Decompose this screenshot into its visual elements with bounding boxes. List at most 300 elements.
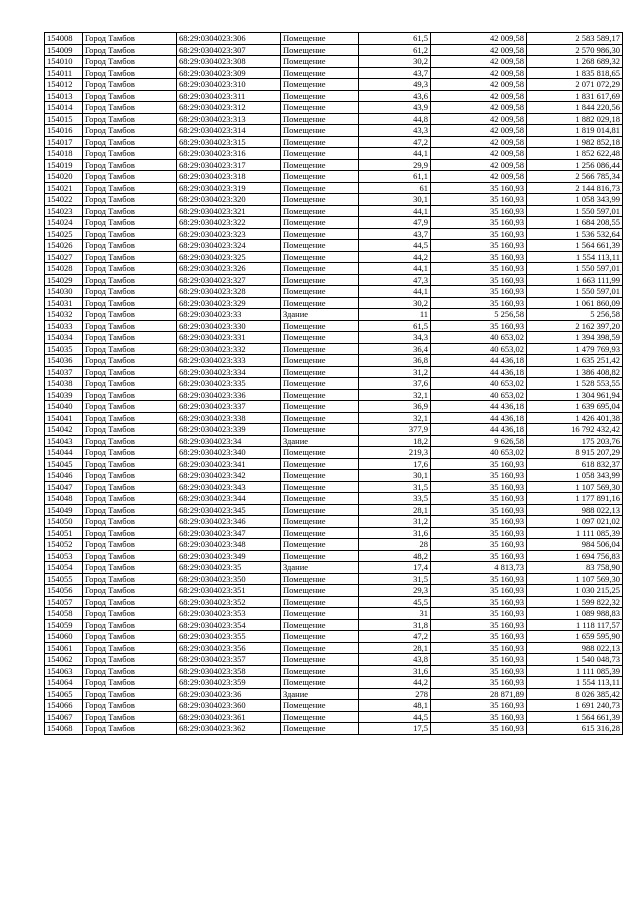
object-id-cell: 154012 [45, 79, 83, 91]
table-row [45, 700, 623, 712]
table-row [45, 642, 623, 654]
cadastral-value-cell: 2 071 072,29 [527, 79, 623, 91]
specific-value-cell: 42 009,58 [431, 171, 527, 183]
area-cell: 61,1 [359, 171, 431, 183]
city-cell: Город Тамбов [83, 309, 177, 321]
city-cell: Город Тамбов [83, 378, 177, 390]
area-cell: 31,6 [359, 665, 431, 677]
city-cell: Город Тамбов [83, 44, 177, 56]
cadastral-value-cell: 1 982 852,18 [527, 136, 623, 148]
object-type-cell: Помещение [281, 723, 359, 735]
cadastral-value-cell: 1 599 822,32 [527, 596, 623, 608]
object-type-cell: Помещение [281, 654, 359, 666]
cadastral-number-cell: 68:29:0304023:361 [177, 711, 281, 723]
object-type-cell: Помещение [281, 481, 359, 493]
object-type-cell: Помещение [281, 378, 359, 390]
cadastral-number-cell: 68:29:0304023:344 [177, 493, 281, 505]
table-row [45, 79, 623, 91]
object-id-cell: 154063 [45, 665, 83, 677]
cadastral-value-table [44, 32, 623, 735]
cadastral-value-cell: 1 107 569,30 [527, 573, 623, 585]
table-row [45, 527, 623, 539]
cadastral-value-cell: 1 554 113,11 [527, 677, 623, 689]
object-id-cell: 154067 [45, 711, 83, 723]
table-row [45, 251, 623, 263]
object-type-cell: Помещение [281, 194, 359, 206]
object-type-cell: Помещение [281, 113, 359, 125]
cadastral-number-cell: 68:29:0304023:355 [177, 631, 281, 643]
city-cell: Город Тамбов [83, 723, 177, 735]
object-id-cell: 154044 [45, 447, 83, 459]
object-type-cell: Помещение [281, 332, 359, 344]
table-row [45, 665, 623, 677]
object-type-cell: Здание [281, 562, 359, 574]
cadastral-number-cell: 68:29:0304023:338 [177, 412, 281, 424]
cadastral-number-cell: 68:29:0304023:318 [177, 171, 281, 183]
specific-value-cell: 35 160,93 [431, 711, 527, 723]
specific-value-cell: 40 653,02 [431, 343, 527, 355]
city-cell: Город Тамбов [83, 148, 177, 160]
object-id-cell: 154021 [45, 182, 83, 194]
cadastral-value-cell: 1 663 111,99 [527, 274, 623, 286]
object-type-cell: Помещение [281, 665, 359, 677]
cadastral-number-cell: 68:29:0304023:334 [177, 366, 281, 378]
table-row [45, 90, 623, 102]
specific-value-cell: 35 160,93 [431, 619, 527, 631]
object-type-cell: Помещение [281, 136, 359, 148]
cadastral-value-cell: 615 316,28 [527, 723, 623, 735]
cadastral-number-cell: 68:29:0304023:315 [177, 136, 281, 148]
cadastral-value-cell: 1 835 818,65 [527, 67, 623, 79]
cadastral-number-cell: 68:29:0304023:352 [177, 596, 281, 608]
city-cell: Город Тамбов [83, 688, 177, 700]
specific-value-cell: 5 256,58 [431, 309, 527, 321]
cadastral-value-cell: 2 566 785,34 [527, 171, 623, 183]
object-id-cell: 154011 [45, 67, 83, 79]
area-cell: 31,5 [359, 481, 431, 493]
area-cell: 47,2 [359, 631, 431, 643]
object-type-cell: Помещение [281, 56, 359, 68]
cadastral-number-cell: 68:29:0304023:329 [177, 297, 281, 309]
cadastral-value-cell: 1 684 208,55 [527, 217, 623, 229]
table-row [45, 159, 623, 171]
specific-value-cell: 35 160,93 [431, 677, 527, 689]
city-cell: Город Тамбов [83, 585, 177, 597]
cadastral-number-cell: 68:29:0304023:322 [177, 217, 281, 229]
area-cell: 29,3 [359, 585, 431, 597]
table-row [45, 378, 623, 390]
city-cell: Город Тамбов [83, 125, 177, 137]
table-row [45, 585, 623, 597]
city-cell: Город Тамбов [83, 642, 177, 654]
area-cell: 44,1 [359, 205, 431, 217]
object-id-cell: 154031 [45, 297, 83, 309]
area-cell: 17,6 [359, 458, 431, 470]
cadastral-number-cell: 68:29:0304023:309 [177, 67, 281, 79]
specific-value-cell: 35 160,93 [431, 481, 527, 493]
table-row [45, 125, 623, 137]
city-cell: Город Тамбов [83, 700, 177, 712]
specific-value-cell: 40 653,02 [431, 378, 527, 390]
table-row [45, 688, 623, 700]
cadastral-number-cell: 68:29:0304023:341 [177, 458, 281, 470]
object-type-cell: Помещение [281, 424, 359, 436]
object-id-cell: 154022 [45, 194, 83, 206]
object-type-cell: Помещение [281, 343, 359, 355]
specific-value-cell: 35 160,93 [431, 642, 527, 654]
area-cell: 18,2 [359, 435, 431, 447]
city-cell: Город Тамбов [83, 320, 177, 332]
area-cell: 29,9 [359, 159, 431, 171]
object-id-cell: 154043 [45, 435, 83, 447]
city-cell: Город Тамбов [83, 539, 177, 551]
object-id-cell: 154026 [45, 240, 83, 252]
cadastral-number-cell: 68:29:0304023:308 [177, 56, 281, 68]
object-type-cell: Помещение [281, 700, 359, 712]
specific-value-cell: 35 160,93 [431, 182, 527, 194]
cadastral-number-cell: 68:29:0304023:319 [177, 182, 281, 194]
city-cell: Город Тамбов [83, 274, 177, 286]
cadastral-number-cell: 68:29:0304023:345 [177, 504, 281, 516]
city-cell: Город Тамбов [83, 424, 177, 436]
object-id-cell: 154058 [45, 608, 83, 620]
area-cell: 44,5 [359, 240, 431, 252]
area-cell: 48,2 [359, 550, 431, 562]
cadastral-value-cell: 1 058 343,99 [527, 470, 623, 482]
object-type-cell: Помещение [281, 458, 359, 470]
area-cell: 31,2 [359, 366, 431, 378]
cadastral-value-cell: 1 550 597,01 [527, 286, 623, 298]
cadastral-value-cell: 1 819 014,81 [527, 125, 623, 137]
cadastral-value-cell: 1 536 532,64 [527, 228, 623, 240]
table-row [45, 458, 623, 470]
city-cell: Город Тамбов [83, 412, 177, 424]
specific-value-cell: 44 436,18 [431, 412, 527, 424]
table-row [45, 194, 623, 206]
specific-value-cell: 35 160,93 [431, 527, 527, 539]
cadastral-number-cell: 68:29:0304023:346 [177, 516, 281, 528]
cadastral-value-cell: 2 570 986,30 [527, 44, 623, 56]
object-type-cell: Помещение [281, 550, 359, 562]
city-cell: Город Тамбов [83, 481, 177, 493]
city-cell: Город Тамбов [83, 631, 177, 643]
cadastral-number-cell: 68:29:0304023:316 [177, 148, 281, 160]
specific-value-cell: 35 160,93 [431, 274, 527, 286]
cadastral-value-cell: 1 540 048,73 [527, 654, 623, 666]
cadastral-number-cell: 68:29:0304023:312 [177, 102, 281, 114]
object-type-cell: Здание [281, 435, 359, 447]
specific-value-cell: 42 009,58 [431, 125, 527, 137]
cadastral-number-cell: 68:29:0304023:332 [177, 343, 281, 355]
object-id-cell: 154056 [45, 585, 83, 597]
cadastral-value-cell: 1 882 029,18 [527, 113, 623, 125]
cadastral-number-cell: 68:29:0304023:351 [177, 585, 281, 597]
table-row [45, 723, 623, 735]
object-id-cell: 154029 [45, 274, 83, 286]
object-id-cell: 154033 [45, 320, 83, 332]
object-id-cell: 154066 [45, 700, 83, 712]
specific-value-cell: 35 160,93 [431, 631, 527, 643]
area-cell: 17,5 [359, 723, 431, 735]
object-id-cell: 154068 [45, 723, 83, 735]
specific-value-cell: 28 871,89 [431, 688, 527, 700]
table-row [45, 366, 623, 378]
specific-value-cell: 42 009,58 [431, 136, 527, 148]
specific-value-cell: 35 160,93 [431, 470, 527, 482]
city-cell: Город Тамбов [83, 665, 177, 677]
object-type-cell: Помещение [281, 401, 359, 413]
cadastral-number-cell: 68:29:0304023:360 [177, 700, 281, 712]
area-cell: 31 [359, 608, 431, 620]
object-id-cell: 154028 [45, 263, 83, 275]
area-cell: 43,6 [359, 90, 431, 102]
city-cell: Город Тамбов [83, 79, 177, 91]
specific-value-cell: 35 160,93 [431, 251, 527, 263]
object-id-cell: 154051 [45, 527, 83, 539]
city-cell: Город Тамбов [83, 573, 177, 585]
cadastral-value-cell: 1 831 617,69 [527, 90, 623, 102]
specific-value-cell: 44 436,18 [431, 424, 527, 436]
city-cell: Город Тамбов [83, 493, 177, 505]
area-cell: 44,8 [359, 113, 431, 125]
table-row [45, 654, 623, 666]
specific-value-cell: 44 436,18 [431, 355, 527, 367]
area-cell: 44,2 [359, 677, 431, 689]
specific-value-cell: 35 160,93 [431, 194, 527, 206]
specific-value-cell: 44 436,18 [431, 401, 527, 413]
table-row [45, 297, 623, 309]
specific-value-cell: 35 160,93 [431, 263, 527, 275]
area-cell: 31,6 [359, 527, 431, 539]
specific-value-cell: 35 160,93 [431, 493, 527, 505]
object-type-cell: Помещение [281, 102, 359, 114]
table-row [45, 481, 623, 493]
area-cell: 43,3 [359, 125, 431, 137]
specific-value-cell: 35 160,93 [431, 217, 527, 229]
table-row [45, 205, 623, 217]
cadastral-value-cell: 2 583 589,17 [527, 33, 623, 45]
object-id-cell: 154050 [45, 516, 83, 528]
object-type-cell: Помещение [281, 148, 359, 160]
table-row [45, 562, 623, 574]
city-cell: Город Тамбов [83, 355, 177, 367]
area-cell: 43,8 [359, 654, 431, 666]
city-cell: Город Тамбов [83, 113, 177, 125]
cadastral-number-cell: 68:29:0304023:323 [177, 228, 281, 240]
cadastral-number-cell: 68:29:0304023:358 [177, 665, 281, 677]
cadastral-value-cell: 1 107 569,30 [527, 481, 623, 493]
object-type-cell: Помещение [281, 527, 359, 539]
table-row [45, 608, 623, 620]
object-id-cell: 154060 [45, 631, 83, 643]
table-row [45, 677, 623, 689]
object-type-cell: Помещение [281, 504, 359, 516]
cadastral-value-cell: 984 506,04 [527, 539, 623, 551]
object-type-cell: Помещение [281, 125, 359, 137]
city-cell: Город Тамбов [83, 286, 177, 298]
cadastral-value-cell: 1 426 401,38 [527, 412, 623, 424]
object-id-cell: 154010 [45, 56, 83, 68]
object-id-cell: 154009 [45, 44, 83, 56]
cadastral-number-cell: 68:29:0304023:333 [177, 355, 281, 367]
city-cell: Город Тамбов [83, 136, 177, 148]
cadastral-value-cell: 1 844 220,56 [527, 102, 623, 114]
specific-value-cell: 44 436,18 [431, 366, 527, 378]
cadastral-number-cell: 68:29:0304023:337 [177, 401, 281, 413]
area-cell: 43,7 [359, 228, 431, 240]
cadastral-value-cell: 1 564 661,39 [527, 240, 623, 252]
object-type-cell: Помещение [281, 33, 359, 45]
city-cell: Город Тамбов [83, 677, 177, 689]
city-cell: Город Тамбов [83, 596, 177, 608]
table-row [45, 711, 623, 723]
cadastral-number-cell: 68:29:0304023:339 [177, 424, 281, 436]
area-cell: 11 [359, 309, 431, 321]
cadastral-value-cell: 1 852 622,48 [527, 148, 623, 160]
area-cell: 61,5 [359, 33, 431, 45]
cadastral-number-cell: 68:29:0304023:342 [177, 470, 281, 482]
cadastral-value-cell: 1 111 085,39 [527, 527, 623, 539]
object-type-cell: Помещение [281, 240, 359, 252]
city-cell: Город Тамбов [83, 654, 177, 666]
cadastral-value-cell: 1 528 553,55 [527, 378, 623, 390]
city-cell: Город Тамбов [83, 263, 177, 275]
table-row [45, 182, 623, 194]
specific-value-cell: 35 160,93 [431, 240, 527, 252]
area-cell: 219,3 [359, 447, 431, 459]
area-cell: 32,1 [359, 412, 431, 424]
cadastral-number-cell: 68:29:0304023:314 [177, 125, 281, 137]
specific-value-cell: 35 160,93 [431, 516, 527, 528]
table-row [45, 596, 623, 608]
cadastral-number-cell: 68:29:0304023:331 [177, 332, 281, 344]
object-type-cell: Помещение [281, 286, 359, 298]
table-row [45, 550, 623, 562]
object-id-cell: 154027 [45, 251, 83, 263]
specific-value-cell: 42 009,58 [431, 33, 527, 45]
object-id-cell: 154017 [45, 136, 83, 148]
table-row [45, 332, 623, 344]
table-row [45, 401, 623, 413]
cadastral-number-cell: 68:29:0304023:326 [177, 263, 281, 275]
object-type-cell: Помещение [281, 274, 359, 286]
cadastral-number-cell: 68:29:0304023:336 [177, 389, 281, 401]
cadastral-value-cell: 988 022,13 [527, 504, 623, 516]
object-id-cell: 154041 [45, 412, 83, 424]
specific-value-cell: 35 160,93 [431, 550, 527, 562]
table-row [45, 355, 623, 367]
cadastral-value-cell: 175 203,76 [527, 435, 623, 447]
table-row [45, 148, 623, 160]
object-id-cell: 154059 [45, 619, 83, 631]
cadastral-number-cell: 68:29:0304023:350 [177, 573, 281, 585]
object-id-cell: 154030 [45, 286, 83, 298]
object-type-cell: Помещение [281, 412, 359, 424]
area-cell: 36,8 [359, 355, 431, 367]
area-cell: 34,3 [359, 332, 431, 344]
table-row [45, 343, 623, 355]
city-cell: Город Тамбов [83, 240, 177, 252]
area-cell: 36,9 [359, 401, 431, 413]
city-cell: Город Тамбов [83, 182, 177, 194]
object-type-cell: Здание [281, 309, 359, 321]
city-cell: Город Тамбов [83, 619, 177, 631]
city-cell: Город Тамбов [83, 504, 177, 516]
table-row [45, 228, 623, 240]
table-row [45, 136, 623, 148]
object-type-cell: Помещение [281, 389, 359, 401]
cadastral-number-cell: 68:29:0304023:354 [177, 619, 281, 631]
cadastral-value-cell: 8 915 207,29 [527, 447, 623, 459]
area-cell: 36,4 [359, 343, 431, 355]
table-row [45, 435, 623, 447]
city-cell: Город Тамбов [83, 447, 177, 459]
object-type-cell: Помещение [281, 355, 359, 367]
area-cell: 30,1 [359, 194, 431, 206]
object-type-cell: Помещение [281, 159, 359, 171]
cadastral-number-cell: 68:29:0304023:335 [177, 378, 281, 390]
specific-value-cell: 35 160,93 [431, 723, 527, 735]
specific-value-cell: 42 009,58 [431, 90, 527, 102]
object-type-cell: Помещение [281, 619, 359, 631]
area-cell: 44,1 [359, 286, 431, 298]
cadastral-number-cell: 68:29:0304023:310 [177, 79, 281, 91]
object-type-cell: Помещение [281, 573, 359, 585]
area-cell: 43,7 [359, 67, 431, 79]
object-id-cell: 154039 [45, 389, 83, 401]
area-cell: 278 [359, 688, 431, 700]
object-type-cell: Помещение [281, 631, 359, 643]
area-cell: 48,1 [359, 700, 431, 712]
cadastral-value-cell: 1 550 597,01 [527, 205, 623, 217]
table-row [45, 44, 623, 56]
cadastral-value-cell: 1 304 961,94 [527, 389, 623, 401]
cadastral-number-cell: 68:29:0304023:34 [177, 435, 281, 447]
city-cell: Город Тамбов [83, 608, 177, 620]
cadastral-value-cell: 1 479 769,93 [527, 343, 623, 355]
specific-value-cell: 35 160,93 [431, 539, 527, 551]
table-row [45, 470, 623, 482]
city-cell: Город Тамбов [83, 33, 177, 45]
object-type-cell: Здание [281, 688, 359, 700]
cadastral-number-cell: 68:29:0304023:362 [177, 723, 281, 735]
area-cell: 28,1 [359, 642, 431, 654]
cadastral-value-cell: 618 832,37 [527, 458, 623, 470]
table-row [45, 56, 623, 68]
table-row [45, 539, 623, 551]
table-row [45, 631, 623, 643]
table-row [45, 516, 623, 528]
object-type-cell: Помещение [281, 608, 359, 620]
object-type-cell: Помещение [281, 182, 359, 194]
specific-value-cell: 35 160,93 [431, 205, 527, 217]
table-row [45, 389, 623, 401]
area-cell: 49,3 [359, 79, 431, 91]
area-cell: 61,2 [359, 44, 431, 56]
city-cell: Город Тамбов [83, 343, 177, 355]
specific-value-cell: 9 626,58 [431, 435, 527, 447]
object-id-cell: 154025 [45, 228, 83, 240]
object-id-cell: 154049 [45, 504, 83, 516]
object-type-cell: Помещение [281, 711, 359, 723]
cadastral-value-cell: 1 061 860,09 [527, 297, 623, 309]
city-cell: Город Тамбов [83, 458, 177, 470]
cadastral-number-cell: 68:29:0304023:343 [177, 481, 281, 493]
object-type-cell: Помещение [281, 228, 359, 240]
object-id-cell: 154053 [45, 550, 83, 562]
table-row [45, 33, 623, 45]
object-id-cell: 154020 [45, 171, 83, 183]
